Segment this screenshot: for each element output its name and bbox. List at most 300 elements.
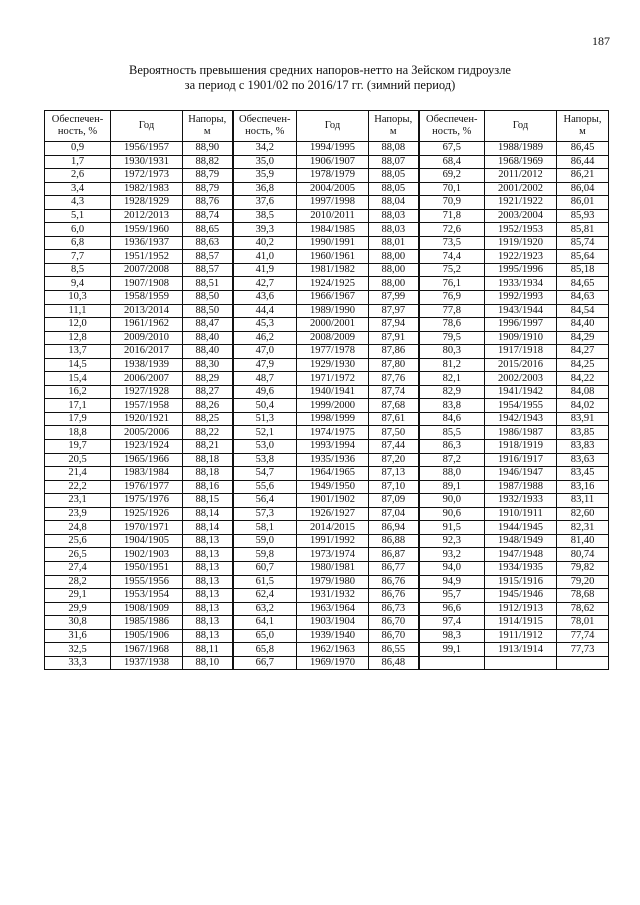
table-cell: 83,16: [557, 480, 609, 494]
table-row: [45, 196, 609, 210]
table-cell: 79,20: [557, 575, 609, 589]
table-cell: 1927/1928: [111, 385, 183, 399]
table-cell: 38,5: [233, 209, 297, 223]
table-cell: 83,45: [557, 467, 609, 481]
table-cell: 88,90: [183, 142, 233, 156]
table-cell: 83,85: [557, 426, 609, 440]
table-header-row: [45, 111, 609, 142]
table-cell: 23,9: [45, 507, 111, 521]
table-cell: 1903/1904: [297, 616, 369, 630]
table-cell: 61,5: [233, 575, 297, 589]
table-cell: 88,26: [183, 399, 233, 413]
table-cell: 2002/2003: [485, 372, 557, 386]
table-cell: 1994/1995: [297, 142, 369, 156]
table-cell: 88,74: [183, 209, 233, 223]
table-cell: 88,13: [183, 534, 233, 548]
table-cell: 1963/1964: [297, 602, 369, 616]
table-cell: 19,7: [45, 440, 111, 454]
table-cell: 33,3: [45, 656, 111, 670]
table-row: [45, 426, 609, 440]
table-cell: 1929/1930: [297, 358, 369, 372]
table-cell: 86,70: [369, 629, 419, 643]
table-cell: 85,74: [557, 236, 609, 250]
table-cell: 2012/2013: [111, 209, 183, 223]
table-cell: 86,55: [369, 643, 419, 657]
table-cell: 52,1: [233, 426, 297, 440]
table-cell: 74,4: [419, 250, 485, 264]
table-cell: 88,30: [183, 358, 233, 372]
table-cell: 97,4: [419, 616, 485, 630]
table-cell: 2010/2011: [297, 209, 369, 223]
table-cell: 2011/2012: [485, 169, 557, 183]
table-cell: 77,8: [419, 304, 485, 318]
table-cell: 86,76: [369, 589, 419, 603]
table-row: [45, 589, 609, 603]
table-cell: 87,13: [369, 467, 419, 481]
table-cell: 1943/1944: [485, 304, 557, 318]
table-cell: 12,8: [45, 331, 111, 345]
table-cell: 66,7: [233, 656, 297, 670]
table-row: [45, 440, 609, 454]
table-body: [45, 142, 609, 670]
table-cell: 55,6: [233, 480, 297, 494]
title-line-1: Вероятность превышения средних напоров-нетто на Зейском гидроузле: [129, 63, 511, 77]
table-row: [45, 494, 609, 508]
table-cell: 1920/1921: [111, 412, 183, 426]
table-cell: 59,0: [233, 534, 297, 548]
table-row: [45, 453, 609, 467]
table-cell: 51,3: [233, 412, 297, 426]
table-cell: 95,7: [419, 589, 485, 603]
table-cell: 1940/1941: [297, 385, 369, 399]
table-cell: 1913/1914: [485, 643, 557, 657]
table-cell: 53,8: [233, 453, 297, 467]
table-cell: 85,5: [419, 426, 485, 440]
table-cell: 88,50: [183, 291, 233, 305]
table-cell: 88,22: [183, 426, 233, 440]
table-row: [45, 534, 609, 548]
table-row: [45, 507, 609, 521]
table-cell: 2,6: [45, 169, 111, 183]
table-cell: 2003/2004: [485, 209, 557, 223]
table-cell: 1981/1982: [297, 263, 369, 277]
table-cell: 88,05: [369, 169, 419, 183]
table-cell: 35,0: [233, 155, 297, 169]
table-cell: 21,4: [45, 467, 111, 481]
table-cell: 1999/2000: [297, 399, 369, 413]
table-cell: 76,1: [419, 277, 485, 291]
table-row: [45, 236, 609, 250]
table-cell: 88,08: [369, 142, 419, 156]
table-cell: 1915/1916: [485, 575, 557, 589]
table-cell: 81,2: [419, 358, 485, 372]
table-cell: 11,1: [45, 304, 111, 318]
table-row: [45, 643, 609, 657]
table-cell: 8,5: [45, 263, 111, 277]
table-cell: 2008/2009: [297, 331, 369, 345]
table-cell: [557, 656, 609, 670]
table-cell: 1990/1991: [297, 236, 369, 250]
table-cell: 88,27: [183, 385, 233, 399]
table-cell: 87,44: [369, 440, 419, 454]
table-cell: 1996/1997: [485, 318, 557, 332]
table-cell: 87,91: [369, 331, 419, 345]
table-cell: 84,08: [557, 385, 609, 399]
table-cell: 3,4: [45, 182, 111, 196]
table-cell: 88,16: [183, 480, 233, 494]
table-cell: 20,5: [45, 453, 111, 467]
table-cell: 44,4: [233, 304, 297, 318]
table-cell: 1962/1963: [297, 643, 369, 657]
table-cell: 87,76: [369, 372, 419, 386]
table-cell: 88,05: [369, 182, 419, 196]
table-cell: 1941/1942: [485, 385, 557, 399]
table-cell: 1979/1980: [297, 575, 369, 589]
table-cell: 1998/1999: [297, 412, 369, 426]
table-cell: 84,22: [557, 372, 609, 386]
column-header: Год: [111, 111, 183, 142]
table-row: [45, 548, 609, 562]
table-cell: 1921/1922: [485, 196, 557, 210]
table-cell: 1937/1938: [111, 656, 183, 670]
table-cell: 1907/1908: [111, 277, 183, 291]
table-cell: 75,2: [419, 263, 485, 277]
table-cell: 1961/1962: [111, 318, 183, 332]
table-cell: 2004/2005: [297, 182, 369, 196]
column-header: Год: [297, 111, 369, 142]
column-header: Обеспечен- ность, %: [45, 111, 111, 142]
table-cell: 67,5: [419, 142, 485, 156]
table-cell: 88,79: [183, 169, 233, 183]
table-cell: 1989/1990: [297, 304, 369, 318]
table-cell: 85,81: [557, 223, 609, 237]
table-cell: 2009/2010: [111, 331, 183, 345]
document-title: [0, 63, 640, 93]
table-row: [45, 142, 609, 156]
table-cell: 1951/1952: [111, 250, 183, 264]
table-cell: 98,3: [419, 629, 485, 643]
table-cell: 1912/1913: [485, 602, 557, 616]
table-row: [45, 331, 609, 345]
table-cell: 91,5: [419, 521, 485, 535]
table-cell: 87,09: [369, 494, 419, 508]
table-cell: 2001/2002: [485, 182, 557, 196]
table-cell: 86,01: [557, 196, 609, 210]
table-cell: 1975/1976: [111, 494, 183, 508]
table-cell: 1905/1906: [111, 629, 183, 643]
table-cell: 84,40: [557, 318, 609, 332]
table-cell: 0,9: [45, 142, 111, 156]
table-cell: 1906/1907: [297, 155, 369, 169]
table-row: [45, 358, 609, 372]
table-cell: 1973/1974: [297, 548, 369, 562]
table-cell: 40,2: [233, 236, 297, 250]
table-cell: 88,00: [369, 263, 419, 277]
table-cell: 13,7: [45, 345, 111, 359]
table-row: [45, 399, 609, 413]
table-cell: 17,1: [45, 399, 111, 413]
table-cell: 87,2: [419, 453, 485, 467]
table-cell: 1993/1994: [297, 440, 369, 454]
table-cell: 1911/1912: [485, 629, 557, 643]
table-cell: 10,3: [45, 291, 111, 305]
table-cell: 2015/2016: [485, 358, 557, 372]
column-header: Обеспечен- ность, %: [419, 111, 485, 142]
table-cell: 1914/1915: [485, 616, 557, 630]
table-cell: 82,31: [557, 521, 609, 535]
table-cell: 88,13: [183, 629, 233, 643]
table-cell: 88,07: [369, 155, 419, 169]
table-cell: 89,1: [419, 480, 485, 494]
table-cell: 23,1: [45, 494, 111, 508]
table-cell: 1949/1950: [297, 480, 369, 494]
table-cell: 94,0: [419, 561, 485, 575]
table-cell: 15,4: [45, 372, 111, 386]
table-cell: 88,18: [183, 467, 233, 481]
table-cell: 69,2: [419, 169, 485, 183]
table-cell: 25,6: [45, 534, 111, 548]
table-cell: 1960/1961: [297, 250, 369, 264]
table-cell: 86,77: [369, 561, 419, 575]
table-cell: 88,14: [183, 507, 233, 521]
table-cell: 86,04: [557, 182, 609, 196]
table-cell: 47,9: [233, 358, 297, 372]
table-cell: 87,61: [369, 412, 419, 426]
table-cell: 1919/1920: [485, 236, 557, 250]
table-cell: 88,25: [183, 412, 233, 426]
table-cell: 88,79: [183, 182, 233, 196]
table-cell: 1,7: [45, 155, 111, 169]
table-cell: 88,13: [183, 548, 233, 562]
table-cell: 84,02: [557, 399, 609, 413]
table-cell: 24,8: [45, 521, 111, 535]
table-cell: 1924/1925: [297, 277, 369, 291]
table-cell: 54,7: [233, 467, 297, 481]
table-cell: 1970/1971: [111, 521, 183, 535]
table-cell: 87,68: [369, 399, 419, 413]
table-cell: 1983/1984: [111, 467, 183, 481]
table-cell: 70,9: [419, 196, 485, 210]
table-cell: 86,21: [557, 169, 609, 183]
table-cell: 1980/1981: [297, 561, 369, 575]
table-cell: 16,2: [45, 385, 111, 399]
table-cell: 45,3: [233, 318, 297, 332]
table-cell: 88,50: [183, 304, 233, 318]
table-cell: 84,6: [419, 412, 485, 426]
table-cell: 1936/1937: [111, 236, 183, 250]
table-cell: 1958/1959: [111, 291, 183, 305]
table-cell: 1987/1988: [485, 480, 557, 494]
table-cell: 1946/1947: [485, 467, 557, 481]
table-cell: 42,7: [233, 277, 297, 291]
table-cell: 57,3: [233, 507, 297, 521]
table-cell: 86,44: [557, 155, 609, 169]
table-cell: 1976/1977: [111, 480, 183, 494]
table-cell: 82,60: [557, 507, 609, 521]
table-cell: 39,3: [233, 223, 297, 237]
table-cell: 92,3: [419, 534, 485, 548]
table-cell: 2005/2006: [111, 426, 183, 440]
table-cell: 53,0: [233, 440, 297, 454]
table-cell: 85,93: [557, 209, 609, 223]
table-cell: 1984/1985: [297, 223, 369, 237]
table-cell: 1908/1909: [111, 602, 183, 616]
table-cell: 88,03: [369, 209, 419, 223]
table-cell: 62,4: [233, 589, 297, 603]
table-cell: 30,8: [45, 616, 111, 630]
table-cell: 1930/1931: [111, 155, 183, 169]
table-cell: 48,7: [233, 372, 297, 386]
table-cell: 1959/1960: [111, 223, 183, 237]
table-cell: 28,2: [45, 575, 111, 589]
table-cell: 88,00: [369, 250, 419, 264]
table-row: [45, 561, 609, 575]
table-cell: 6,0: [45, 223, 111, 237]
table-cell: 1932/1933: [485, 494, 557, 508]
page-number: 187: [592, 34, 610, 48]
table-cell: 87,50: [369, 426, 419, 440]
table-cell: 1935/1936: [297, 453, 369, 467]
table-cell: 76,9: [419, 291, 485, 305]
table-cell: 1977/1978: [297, 345, 369, 359]
table-cell: 86,3: [419, 440, 485, 454]
table-row: [45, 291, 609, 305]
table-cell: 1917/1918: [485, 345, 557, 359]
table-cell: 77,73: [557, 643, 609, 657]
table-row: [45, 209, 609, 223]
table-cell: 1926/1927: [297, 507, 369, 521]
table-cell: 1945/1946: [485, 589, 557, 603]
table-row: [45, 467, 609, 481]
table-cell: 1933/1934: [485, 277, 557, 291]
table-cell: 80,3: [419, 345, 485, 359]
table-cell: 86,45: [557, 142, 609, 156]
table-cell: 1902/1903: [111, 548, 183, 562]
table-cell: 1910/1911: [485, 507, 557, 521]
table-cell: 1928/1929: [111, 196, 183, 210]
table-cell: 94,9: [419, 575, 485, 589]
table-cell: 2006/2007: [111, 372, 183, 386]
table-cell: 1982/1983: [111, 182, 183, 196]
table-cell: 88,13: [183, 561, 233, 575]
table-row: [45, 263, 609, 277]
table-cell: 84,27: [557, 345, 609, 359]
table-cell: 1923/1924: [111, 440, 183, 454]
table-cell: 1974/1975: [297, 426, 369, 440]
table-cell: 78,62: [557, 602, 609, 616]
table-cell: 87,97: [369, 304, 419, 318]
table-row: [45, 575, 609, 589]
table-cell: 1965/1966: [111, 453, 183, 467]
table-cell: 88,21: [183, 440, 233, 454]
table-cell: 1956/1957: [111, 142, 183, 156]
table-row: [45, 629, 609, 643]
table-cell: 4,3: [45, 196, 111, 210]
table-cell: 6,8: [45, 236, 111, 250]
table-cell: 1916/1917: [485, 453, 557, 467]
table-cell: 2000/2001: [297, 318, 369, 332]
table-cell: 22,2: [45, 480, 111, 494]
table-cell: 88,65: [183, 223, 233, 237]
table-cell: 2016/2017: [111, 345, 183, 359]
table-row: [45, 250, 609, 264]
table-cell: 86,94: [369, 521, 419, 535]
table-cell: 99,1: [419, 643, 485, 657]
table-cell: 1972/1973: [111, 169, 183, 183]
table-cell: 1939/1940: [297, 629, 369, 643]
table-cell: 84,54: [557, 304, 609, 318]
table-cell: 79,82: [557, 561, 609, 575]
table-cell: 71,8: [419, 209, 485, 223]
table-cell: 1901/1902: [297, 494, 369, 508]
table-cell: 88,40: [183, 331, 233, 345]
table-cell: 41,0: [233, 250, 297, 264]
table-cell: 35,9: [233, 169, 297, 183]
table-row: [45, 277, 609, 291]
table-cell: 59,8: [233, 548, 297, 562]
column-header: Год: [485, 111, 557, 142]
table-cell: 2014/2015: [297, 521, 369, 535]
table-cell: 18,8: [45, 426, 111, 440]
table-cell: 90,6: [419, 507, 485, 521]
table-cell: 84,65: [557, 277, 609, 291]
table-cell: 83,91: [557, 412, 609, 426]
table-cell: 88,13: [183, 616, 233, 630]
table-cell: 87,99: [369, 291, 419, 305]
table-cell: 1938/1939: [111, 358, 183, 372]
table-cell: 88,0: [419, 467, 485, 481]
table-cell: 88,63: [183, 236, 233, 250]
table-cell: 77,74: [557, 629, 609, 643]
table-cell: 88,11: [183, 643, 233, 657]
table-cell: 82,1: [419, 372, 485, 386]
table-cell: 93,2: [419, 548, 485, 562]
table-cell: 65,0: [233, 629, 297, 643]
table-cell: 2013/2014: [111, 304, 183, 318]
table-row: [45, 182, 609, 196]
table-cell: 87,10: [369, 480, 419, 494]
table-cell: 1904/1905: [111, 534, 183, 548]
column-header: Напоры, м: [183, 111, 233, 142]
table-cell: 1953/1954: [111, 589, 183, 603]
table-cell: 27,4: [45, 561, 111, 575]
table-cell: 78,68: [557, 589, 609, 603]
table-row: [45, 616, 609, 630]
table-cell: 1954/1955: [485, 399, 557, 413]
table-cell: 1995/1996: [485, 263, 557, 277]
table-cell: 56,4: [233, 494, 297, 508]
table-row: [45, 169, 609, 183]
table-cell: 26,5: [45, 548, 111, 562]
table-cell: 1992/1993: [485, 291, 557, 305]
table-cell: 70,1: [419, 182, 485, 196]
table-cell: 86,88: [369, 534, 419, 548]
table-cell: 88,14: [183, 521, 233, 535]
table-cell: 73,5: [419, 236, 485, 250]
table-cell: 86,73: [369, 602, 419, 616]
table-cell: 88,04: [369, 196, 419, 210]
table-cell: 5,1: [45, 209, 111, 223]
table-cell: 1969/1970: [297, 656, 369, 670]
table-cell: 79,5: [419, 331, 485, 345]
table-cell: 80,74: [557, 548, 609, 562]
table-cell: [419, 656, 485, 670]
table-cell: 47,0: [233, 345, 297, 359]
table-cell: 88,82: [183, 155, 233, 169]
table-cell: 43,6: [233, 291, 297, 305]
table-cell: 86,87: [369, 548, 419, 562]
table-cell: [485, 656, 557, 670]
